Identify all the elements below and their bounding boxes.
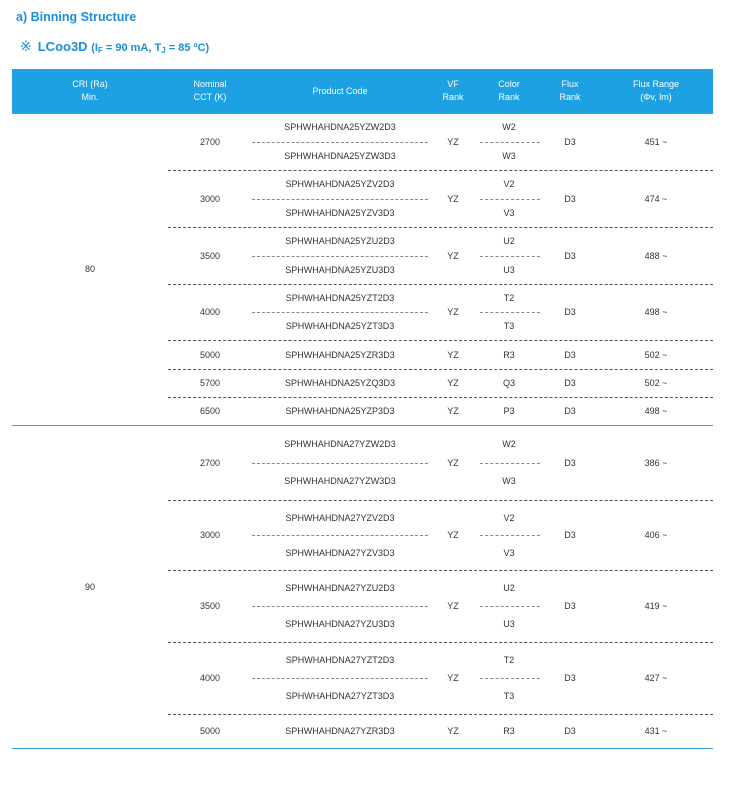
row-divider [168,714,713,715]
flux-range: 419 ~ [644,601,668,611]
color-rank: U3 [503,619,515,629]
cct-value: 3500 [199,250,221,261]
test-conditions: ($I_F = 90$ mA, $T_J = 85$ ºC) [91,42,210,55]
cct-value: 3000 [199,193,221,204]
product-code: SPHWHAHDNA25YZU2D3 [285,236,395,247]
sub-row-divider [480,256,540,257]
header-color-rank: Color Rank [498,79,520,102]
flux-rank: D3 [564,378,576,388]
flux-range: 502 ~ [644,378,668,388]
table-header [12,69,713,113]
header-product-code: Product Code [312,85,368,96]
vf-rank: YZ [447,250,459,261]
flux-rank: D3 [564,136,576,147]
color-rank: W3 [502,476,516,487]
vf-rank: YZ [447,673,459,683]
vf-rank: YZ [447,457,459,468]
cri-value: 90 [84,581,96,592]
sub-row-divider [252,678,428,679]
vf-rank: YZ [447,349,459,360]
cct-value: 5000 [199,349,221,360]
cct-value: 5000 [199,726,221,736]
cct-value: 4000 [199,307,221,317]
sub-row-divider [252,199,428,200]
vf-rank: YZ [447,530,459,540]
product-code: SPHWHAHDNA25YZQ3D3 [284,378,396,388]
color-rank: T2 [503,655,515,665]
flux-rank: D3 [564,601,576,611]
product-code: SPHWHAHDNA27YZV2D3 [285,512,395,523]
product-code: SPHWHAHDNA25YZW3D3 [284,150,396,161]
product-code: SPHWHAHDNA27YZU2D3 [285,583,395,593]
color-rank: U2 [503,583,515,593]
table-bottom-border [12,748,713,749]
flux-rank: D3 [564,307,576,317]
flux-range: 502 ~ [644,349,668,360]
sub-row-divider [252,535,428,536]
sub-row-divider [480,606,540,607]
row-divider [168,170,713,171]
product-code: SPHWHAHDNA27YZR3D3 [285,726,395,736]
product-code: SPHWHAHDNA27YZW2D3 [284,438,396,449]
flux-range: 474 ~ [644,193,668,204]
color-rank: W3 [502,150,516,161]
vf-rank: YZ [447,726,459,736]
header-flux-range: Flux Range (Φv, lm) [632,79,680,102]
cct-value: 3500 [199,601,221,611]
color-rank: P3 [503,406,515,416]
color-rank: T3 [503,691,515,701]
product-code: SPHWHAHDNA25YZU3D3 [285,264,395,275]
product-code: SPHWHAHDNA25YZT3D3 [285,321,395,331]
color-rank: V3 [503,207,515,218]
vf-rank: YZ [447,136,459,147]
flux-rank: D3 [564,457,576,468]
sub-row-divider [480,312,540,313]
color-rank: T3 [503,321,515,331]
color-rank: U2 [503,236,515,247]
flux-range: 488 ~ [644,250,668,261]
color-rank: Q3 [502,378,516,388]
sub-row-divider [252,142,428,143]
sub-row-divider [252,463,428,464]
table-subtitle [20,38,209,55]
group-top-border [12,113,713,114]
row-divider [168,500,713,501]
header-flux-rank: Flux Rank [559,79,581,102]
cct-value: 5700 [199,378,221,388]
flux-range: 498 ~ [644,406,668,416]
row-divider [168,642,713,643]
color-rank: R3 [503,349,515,360]
color-rank: V3 [503,547,515,558]
flux-rank: D3 [564,193,576,204]
sub-row-divider [252,312,428,313]
flux-range: 386 ~ [644,457,668,468]
flux-rank: D3 [564,530,576,540]
row-divider [168,284,713,285]
product-code: SPHWHAHDNA25YZV3D3 [285,207,395,218]
section-title: a) Binning Structure [16,10,137,24]
color-rank: W2 [502,122,516,133]
product-code: SPHWHAHDNA25YZW2D3 [284,122,396,133]
color-rank: V2 [503,512,515,523]
vf-rank: YZ [447,193,459,204]
group-top-border [12,425,713,426]
cct-value: 2700 [199,457,221,468]
cct-value: 3000 [199,530,221,540]
vf-rank: YZ [447,406,459,416]
row-divider [168,397,713,398]
color-rank: R3 [503,726,515,736]
sub-row-divider [480,535,540,536]
reference-mark-icon: ※ [20,38,32,54]
model-name: LCoo3D [37,39,88,54]
product-code: SPHWHAHDNA27YZW3D3 [284,476,396,487]
product-code: SPHWHAHDNA25YZP3D3 [285,406,395,416]
vf-rank: YZ [447,601,459,611]
sub-row-divider [252,606,428,607]
flux-rank: D3 [564,349,576,360]
vf-rank: YZ [447,378,459,388]
flux-rank: D3 [564,406,576,416]
flux-rank: D3 [564,673,576,683]
color-rank: V2 [503,179,515,190]
row-divider [168,227,713,228]
flux-range: 431 ~ [644,726,668,736]
color-rank: U3 [503,264,515,275]
cct-value: 6500 [199,406,221,416]
row-divider [168,340,713,341]
flux-range: 427 ~ [644,673,668,683]
product-code: SPHWHAHDNA27YZU3D3 [285,619,395,629]
flux-range: 406 ~ [644,530,668,540]
flux-rank: D3 [564,250,576,261]
flux-rank: D3 [564,726,576,736]
vf-rank: YZ [447,307,459,317]
color-rank: T2 [503,293,515,303]
product-code: SPHWHAHDNA27YZT2D3 [285,655,395,665]
flux-range: 451 ~ [644,136,668,147]
sub-row-divider [480,463,540,464]
row-divider [168,369,713,370]
flux-range: 498 ~ [644,307,668,317]
cri-value: 80 [84,264,96,274]
product-code: SPHWHAHDNA27YZT3D3 [285,691,395,701]
product-code: SPHWHAHDNA27YZV3D3 [285,547,395,558]
row-divider [168,570,713,571]
color-rank: W2 [502,438,516,449]
product-code: SPHWHAHDNA25YZT2D3 [285,293,395,303]
cct-value: 2700 [199,136,221,147]
header-vf-rank: VF Rank [442,79,464,102]
product-code: SPHWHAHDNA25YZR3D3 [285,349,395,360]
product-code: SPHWHAHDNA25YZV2D3 [285,179,395,190]
cct-value: 4000 [199,673,221,683]
sub-row-divider [252,256,428,257]
header-cct: Nominal CCT (K) [193,79,227,102]
header-cri: CRI (Ra) Min. [72,79,108,102]
sub-row-divider [480,199,540,200]
sub-row-divider [480,678,540,679]
sub-row-divider [480,142,540,143]
